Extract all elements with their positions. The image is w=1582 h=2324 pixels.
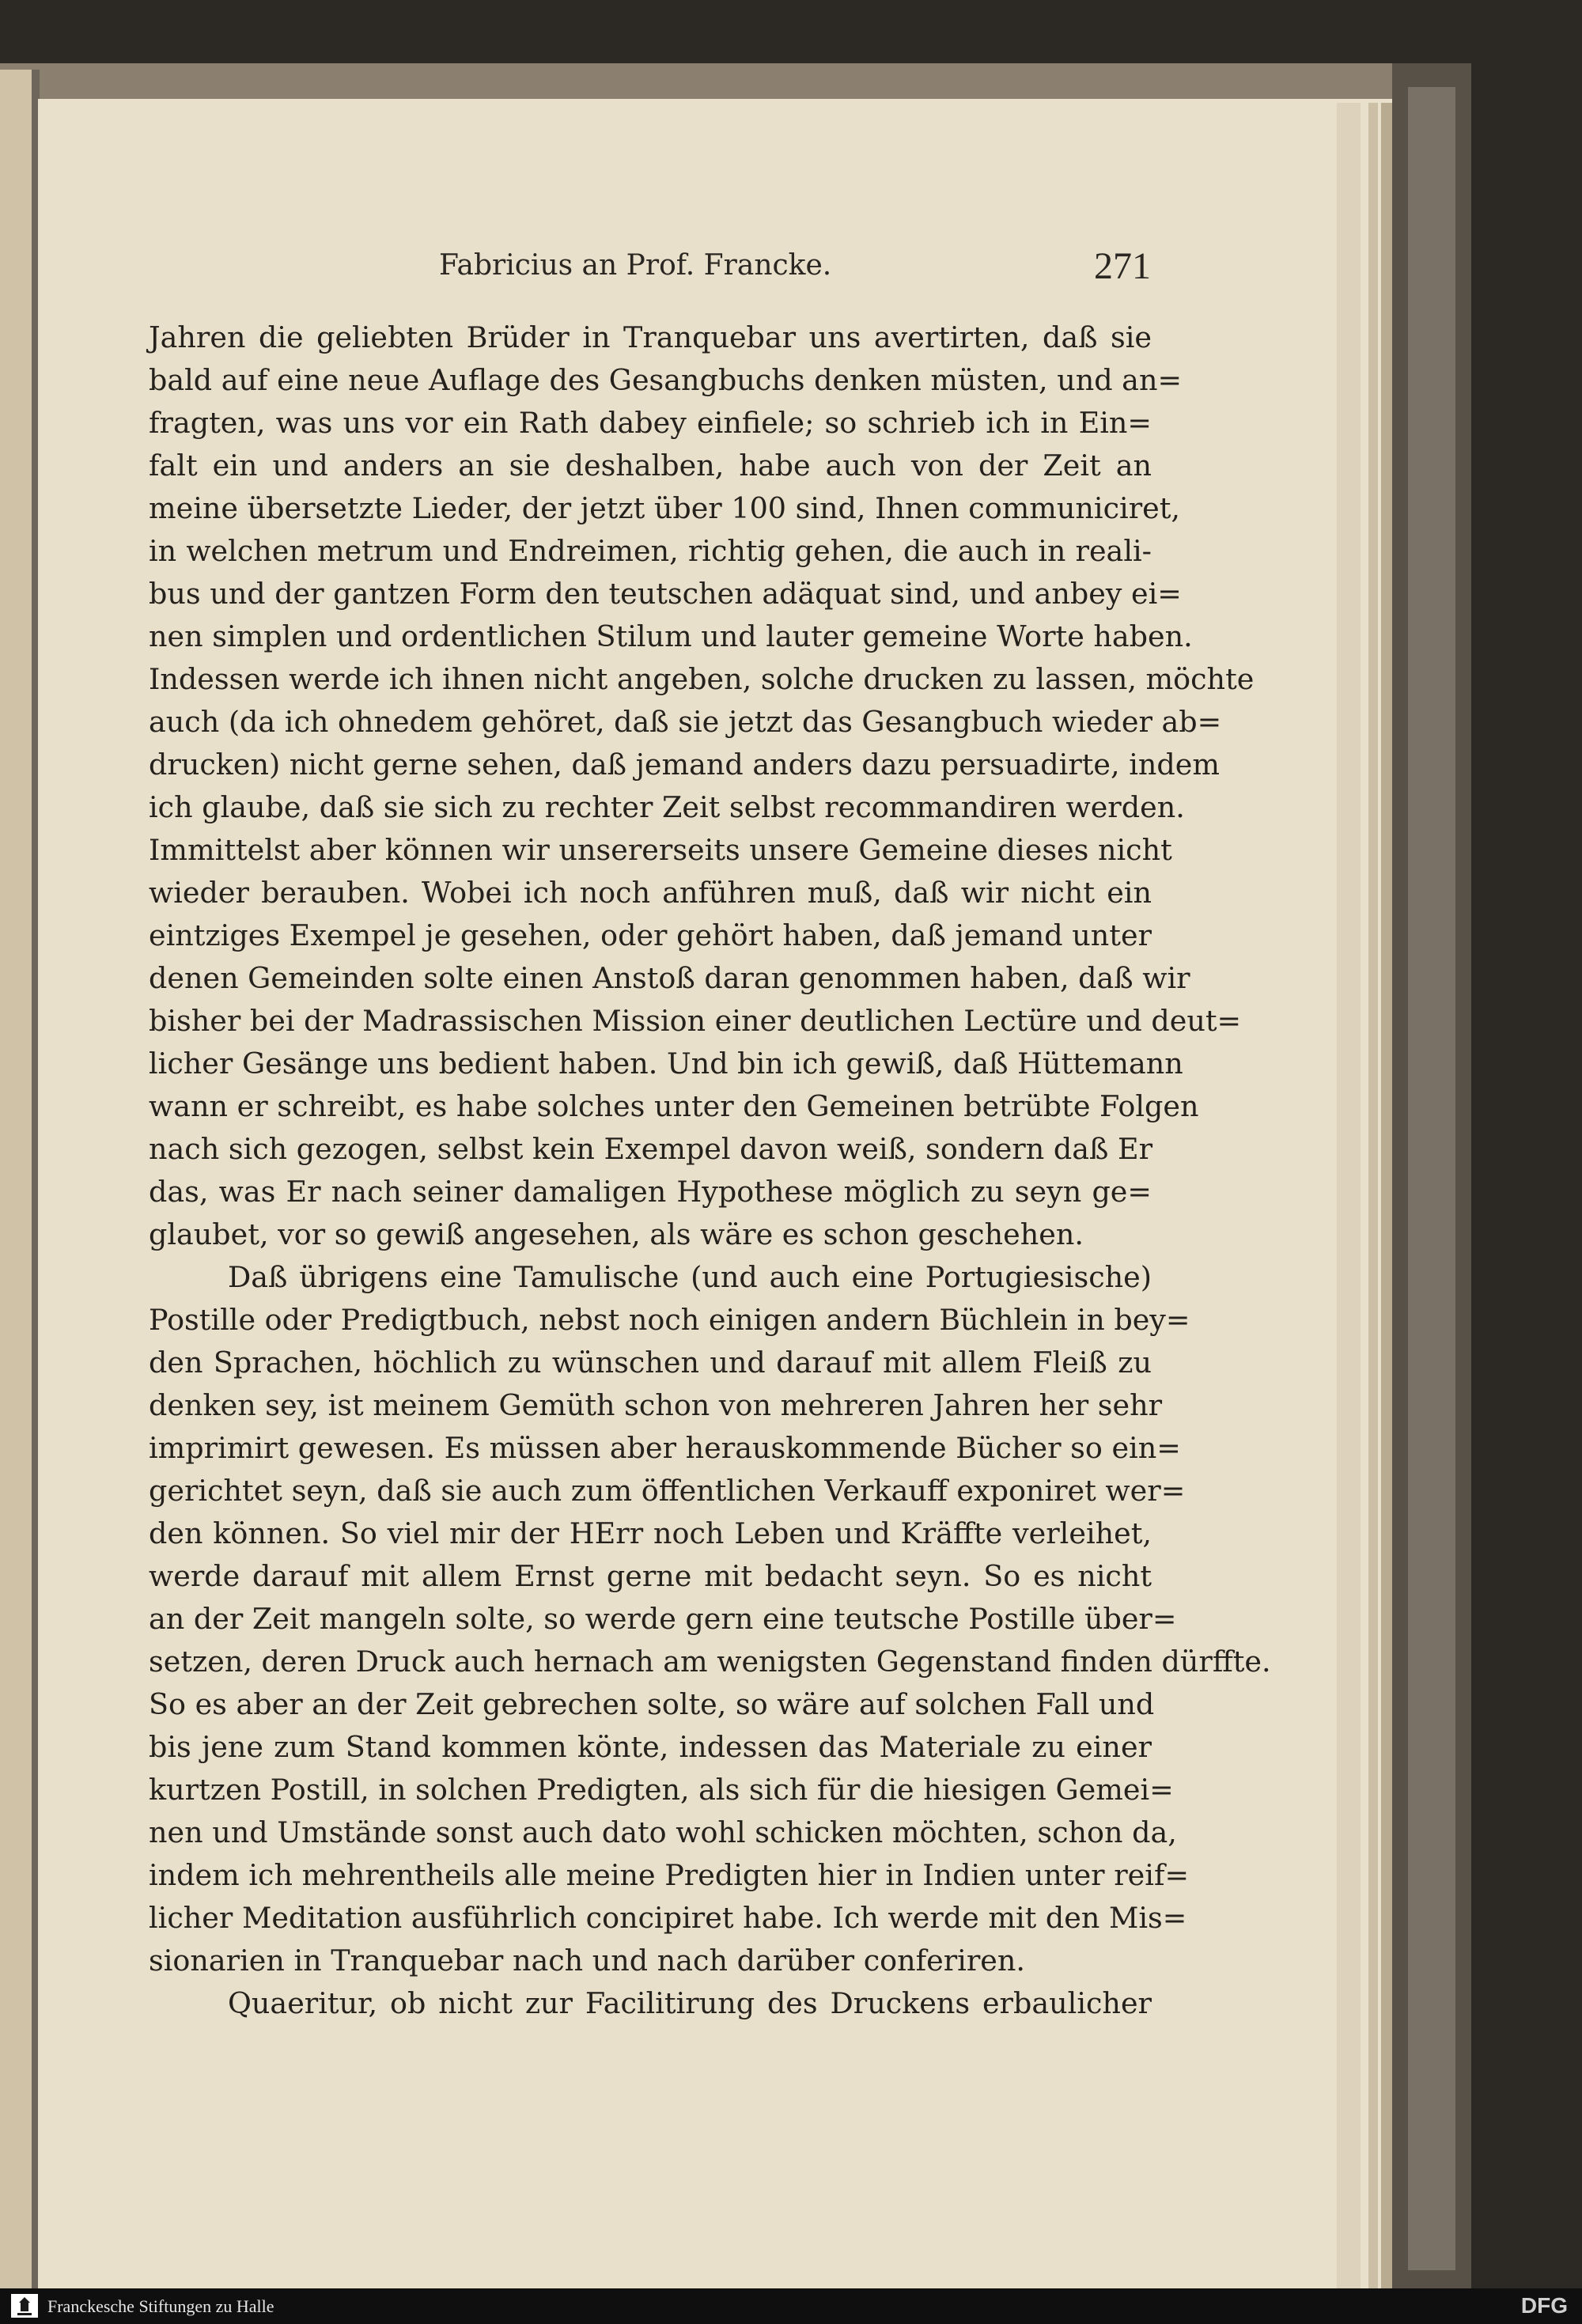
dfg-badge: DFG bbox=[1520, 2293, 1568, 2318]
text-line: an der Zeit mangeln solte, so werde gern eine teutsche Postille über= bbox=[149, 1602, 1177, 1636]
text-line: wieder berauben. Wobei ich noch anführen muß, daß wir nicht ein bbox=[149, 876, 1152, 910]
text-line: bis jene zum Stand kommen könte, indessen das Materiale zu einer bbox=[149, 1730, 1152, 1764]
text-line: eintziges Exempel je gesehen, oder gehört haben, daß jemand unter bbox=[149, 918, 1152, 952]
text-line: werde darauf mit allem Ernst gerne mit bedacht seyn. So es nicht bbox=[149, 1559, 1152, 1593]
text-line: nen simplen und ordentlichen Stilum und lauter gemeine Worte haben. bbox=[149, 619, 1193, 653]
text-line: glaubet, vor so gewiß angesehen, als wäre es schon geschehen. bbox=[149, 1217, 1084, 1251]
text-line: bus und der gantzen Form den teutschen adäquat sind, und anbey ei= bbox=[149, 577, 1182, 611]
text-line: kurtzen Postill, in solchen Predigten, als sich für die hiesigen Gemei= bbox=[149, 1773, 1174, 1807]
text-line: ich glaube, daß sie sich zu rechter Zeit selbst recommandiren werden. bbox=[149, 790, 1185, 824]
text-line: das, was Er nach seiner damaligen Hypothese möglich zu seyn ge= bbox=[149, 1175, 1152, 1209]
text-line: wann er schreibt, es habe solches unter den Gemeinen betrübte Folgen bbox=[149, 1089, 1199, 1123]
text-line: fragten, was uns vor ein Rath dabey einfiele; so schrieb ich in Ein= bbox=[149, 406, 1152, 440]
text-line: Quaeritur, ob nicht zur Facilitirung des Druckens erbaulicher bbox=[228, 1986, 1152, 2020]
text-line: Indessen werde ich ihnen nicht angeben, solche drucken zu lassen, möchte bbox=[149, 662, 1255, 696]
text-line: Immittelst aber können wir unsererseits unsere Gemeine dieses nicht bbox=[149, 833, 1172, 867]
text-line: imprimirt gewesen. Es müssen aber herauskommende Bücher so ein= bbox=[149, 1431, 1181, 1465]
text-line: licher Gesänge uns bedient haben. Und bin ich gewiß, daß Hüttemann bbox=[149, 1047, 1183, 1081]
text-line: So es aber an der Zeit gebrechen solte, so wäre auf solchen Fall und bbox=[149, 1687, 1155, 1721]
running-title: Fabricius an Prof. Francke. bbox=[439, 249, 832, 282]
text-line: denken sey, ist meinem Gemüth schon von mehreren Jahren her sehr bbox=[149, 1388, 1163, 1422]
text-line: gerichtet seyn, daß sie auch zum öffentlichen Verkauff exponiret wer= bbox=[149, 1474, 1186, 1508]
footer-institution: Franckesche Stiftungen zu Halle bbox=[47, 2296, 274, 2316]
text-line: bisher bei der Madrassischen Mission einer deutlichen Lectüre und deut= bbox=[149, 1004, 1242, 1038]
text-line: meine übersetzte Lieder, der jetzt über 100 sind, Ihnen communiciret, bbox=[149, 491, 1181, 525]
text-line: Postille oder Predigtbuch, nebst noch einigen andern Büchlein in bey= bbox=[149, 1303, 1190, 1337]
text-line: Daß übrigens eine Tamulische (und auch eine Portugiesische) bbox=[228, 1260, 1152, 1294]
text-line: auch (da ich ohnedem gehöret, daß sie jetzt das Gesangbuch wieder ab= bbox=[149, 705, 1222, 739]
institution-logo-icon bbox=[11, 2294, 38, 2318]
page-number: 271 bbox=[1094, 245, 1151, 287]
footer-bar bbox=[0, 2288, 1582, 2324]
text-line: sionarien in Tranquebar nach und nach darüber conferiren. bbox=[149, 1944, 1026, 1978]
text-line: setzen, deren Druck auch hernach am wenigsten Gegenstand finden dürffte. bbox=[149, 1645, 1271, 1679]
text-line: indem ich mehrentheils alle meine Predigten hier in Indien unter reif= bbox=[149, 1858, 1190, 1892]
text-line: nach sich gezogen, selbst kein Exempel davon weiß, sondern daß Er bbox=[149, 1132, 1153, 1166]
text-line: falt ein und anders an sie deshalben, habe auch von der Zeit an bbox=[149, 449, 1152, 483]
text-line: in welchen metrum und Endreimen, richtig gehen, die auch in reali- bbox=[149, 534, 1152, 568]
text-line: den Sprachen, höchlich zu wünschen und darauf mit allem Fleiß zu bbox=[149, 1346, 1152, 1380]
text-line: bald auf eine neue Auflage des Gesangbuchs denken müsten, und an= bbox=[149, 363, 1183, 397]
text-line: denen Gemeinden solte einen Anstoß daran genommen haben, daß wir bbox=[149, 961, 1190, 995]
text-line: Jahren die geliebten Brüder in Tranquebar uns avertirten, daß sie bbox=[149, 320, 1152, 354]
running-head bbox=[439, 245, 1151, 287]
text-line: drucken) nicht gerne sehen, daß jemand anders dazu persuadirte, indem bbox=[149, 748, 1220, 782]
text-line: den können. So viel mir der HErr noch Leben und Kräffte verleihet, bbox=[149, 1516, 1152, 1550]
text-line: licher Meditation ausführlich concipiret habe. Ich werde mit den Mis= bbox=[149, 1901, 1187, 1935]
body-text bbox=[149, 316, 1271, 2025]
text-line: nen und Umstände sonst auch dato wohl schicken möchten, schon da, bbox=[149, 1815, 1177, 1849]
